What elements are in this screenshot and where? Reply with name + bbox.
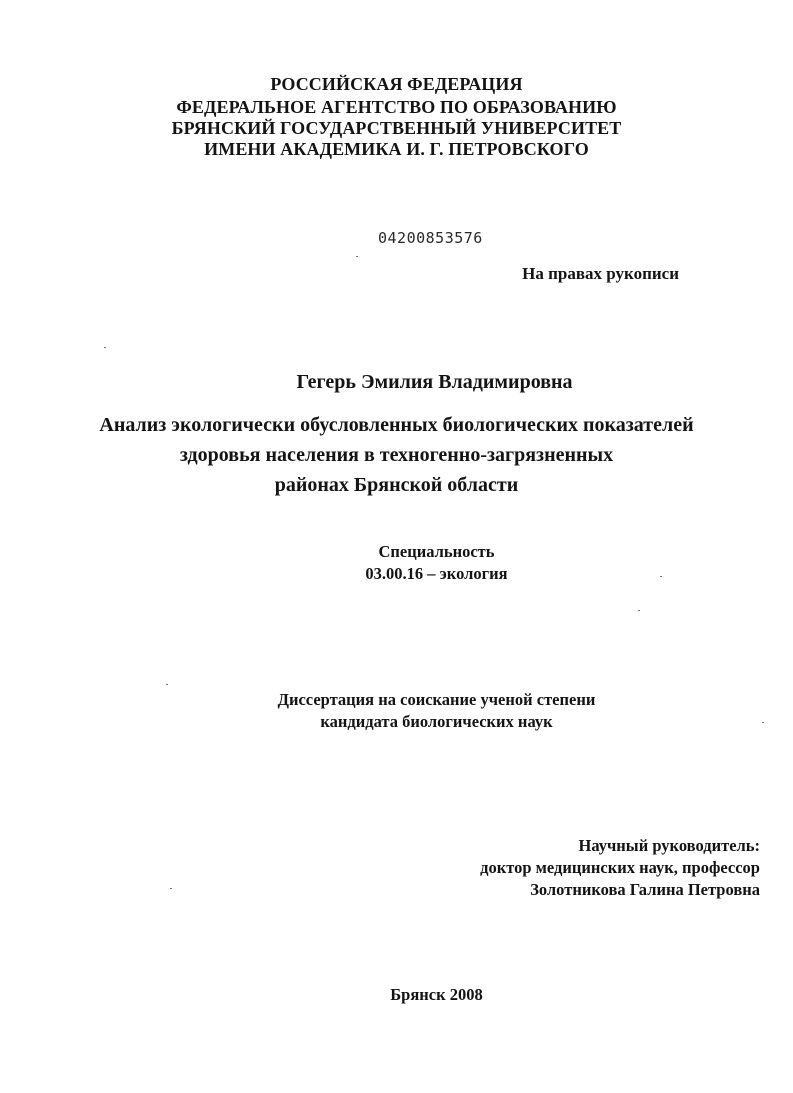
supervisor-name: Золотникова Галина Петровна <box>530 880 760 899</box>
author-name: Гегерь Эмилия Владимировна <box>296 371 573 393</box>
rights-note: На правах рукописи <box>522 264 679 283</box>
scan-speck <box>170 888 172 889</box>
degree-line-1: Диссертация на соискание ученой степени <box>277 690 596 709</box>
city-year: Брянск 2008 <box>390 985 483 1004</box>
org-line-4: ИМЕНИ АКАДЕМИКА И. Г. ПЕТРОВСКОГО <box>204 139 589 159</box>
degree-line-2: кандидата биологических наук <box>320 712 553 731</box>
scan-speck <box>166 684 168 685</box>
specialty-value: 03.00.16 – экология <box>365 564 508 583</box>
specialty-label: Специальность <box>378 542 495 561</box>
thesis-title-line-1: Анализ экологически обусловленных биологических показателей <box>99 414 694 436</box>
library-code: 04200853576 <box>378 229 483 247</box>
org-line-1: РОССИЙСКАЯ ФЕДЕРАЦИЯ <box>270 74 523 94</box>
scan-speck <box>104 347 106 348</box>
thesis-title-line-2: здоровья населения в техногенно-загрязненных <box>179 444 614 466</box>
thesis-title-line-3: районах Брянской области <box>274 474 519 496</box>
scan-speck <box>356 256 358 257</box>
scan-speck <box>638 610 640 611</box>
supervisor-label: Научный руководитель: <box>578 836 760 855</box>
scan-speck <box>660 576 662 577</box>
supervisor-credentials: доктор медицинских наук, профессор <box>480 858 760 877</box>
org-line-3: БРЯНСКИЙ ГОСУДАРСТВЕННЫЙ УНИВЕРСИТЕТ <box>171 118 622 138</box>
org-line-2: ФЕДЕРАЛЬНОЕ АГЕНТСТВО ПО ОБРАЗОВАНИЮ <box>176 97 617 117</box>
scan-speck <box>762 722 764 723</box>
